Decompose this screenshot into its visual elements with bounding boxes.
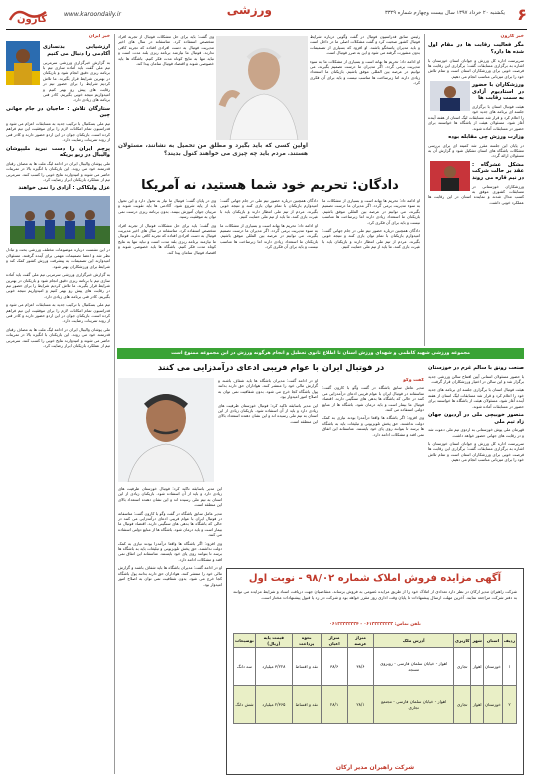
- lower-body-d3: وی افزود: اگر باشگاه ها واقعا درآمدزا بودند نیازی به کمک دولت نداشتند. حق پخش تلویزیونی و تبلیغات باید به باشگاه ها برسد تا بتوانند روی پای خود بایستند. متاسفانه این اتفاق نمی افتد و مشکلات ادامه دارد.: [118, 540, 222, 562]
- column-divider: [114, 34, 115, 774]
- right-subhead-2: ورزشکاران با حضور در استادیوم آزادی به سمت رقابت ها: [472, 82, 524, 102]
- dateline: یکشنبه ۲۰ خرداد ۱۳۹۷ سال بیست وچهارم شماره ۳۳۲۹: [384, 10, 505, 16]
- left-body-4: در این نشست درباره موضوعات مختلف ورزشی بحث و تبادل نظر شد و اعضا تصمیمات مهمی برای آینده گرفتند. مسئولان امیدوارند این تصمیمات به پیشرفت ورزش کشور کمک کند و شرایط برای ورزشکاران بهتر شود.: [6, 247, 110, 269]
- lower-col-4: [118, 486, 222, 774]
- table-cell: ۱: [502, 648, 516, 686]
- right-body-6: قهرمان ملی پوش خوزستانی به اردوی تیم ملی دعوت شد و در رقابت های جهانی حضور خواهد داشت.: [428, 427, 524, 438]
- table-cell: ۳/۲۲۸ میلیارد: [255, 648, 292, 686]
- interview-portrait: [216, 36, 308, 140]
- left-subhead-1: ستارگان تلاش : حاجیان در جام جهانی چین: [6, 105, 110, 119]
- lower-body-c: او در ادامه گفت: مدیران باشگاه ها باید شفاف باشند و گزارش مالی خود را منتشر کنند. هواداران حق دارند بدانند پول باشگاه کجا خرج می شود. بدون شفافیت نمی توان به اصلاح امور امیدوار بود.: [218, 378, 318, 400]
- center-body-b: او ادامه داد: تحریم ها بهانه است و بسیاری از مشکلات ما به سوء مدیریت برمی گردد. اگر مدیران ما درست تصمیم بگیرند، می توانیم در عرصه بین المللی موفق باشیم. بازیکنان ما استعداد زیادی دارند اما زیرساخت ها مناسب نیست و باید برای آن فکری کرد.: [322, 198, 420, 225]
- table-cell: ۲: [502, 686, 516, 724]
- ad-table-header: [234, 634, 517, 648]
- table-cell: اهواز: [471, 686, 484, 724]
- right-body-2: هیئت فوتبال استان با برگزاری جلسه ای برنامه های جدید خود را اعلام کرد و قرار شد مسابقات لیگ استان از هفته آینده آغاز شود. مسئولان هیئت از باشگاه ها خواستند برای حضور در مسابقات آماده شوند.: [428, 104, 524, 131]
- masthead: [6, 4, 527, 30]
- center-body-d2: وی گفت: باید برای حل مشکلات فوتبال از تجربه افراد متخصص استفاده کرد. متاسفانه در سال های اخیر مدیریت فوتبال به دست افرادی افتاده که تجربه کافی ندارند. فوتبال ما نیازمند برنامه ریزی بلند مدت است و نباید تنها به نتایج کوتاه مدت فکر کنیم. باشگاه ها باید خصوصی شوند و اقتصاد فوتبال سامان پیدا کند.: [118, 222, 216, 255]
- table-cell: ۳۸/۶: [321, 648, 347, 686]
- lower-body-d2: مدیر عامل سابق باشگاه در گفت وگو با کارون گفت: متاسفانه در فوتبال ایران با عوام فریبی ادعای درآمدزایی می کنند در حالی که باشگاه ها بدهی های سنگینی دارند. اقتصاد فوتبال ما بیمار است و باید درمان شود. باشگاه ها از منابع دولتی استفاده می کنند.: [118, 510, 222, 538]
- table-cell: ۳۸/۶: [347, 648, 374, 686]
- notice-banner: مجموعه ورزشی شهید کاظمی و شهدای ورزش استان تا اطلاع ثانوی تعطیل و انجام هرگونه ورزش در این مجموعه ممنوع است: [117, 348, 524, 359]
- table-row: [234, 648, 517, 686]
- table-cell: ۲۸/۱: [321, 686, 347, 724]
- table-cell: خوزستان: [483, 686, 502, 724]
- main-headline: دادگان: تحریم خود شما هستید، نه آمریکا: [141, 178, 399, 193]
- right-photo-official: [430, 81, 470, 111]
- lower-body-d: این مدیر باسابقه تاکید کرد: فوتبال خوزستان ظرفیت های زیادی دارد و باید از آن استفاده شود. بازیکنان زیادی از این استان به تیم ملی رسیده اند و این نشان دهنده استعداد بالای این منطقه است.: [118, 486, 222, 508]
- table-cell: نقد و اقساط: [292, 686, 321, 724]
- logo-text: کارون: [16, 14, 48, 25]
- lower-body-b: وی افزود: اگر باشگاه ها واقعا درآمدزا بودند نیازی به کمک دولت نداشتند. حق پخش تلویزیونی و تبلیغات باید به باشگاه ها برسد تا بتوانند روی پای خود بایستند. متاسفانه این اتفاق نمی افتد و مشکلات ادامه دارد.: [322, 415, 424, 437]
- ad-title: آگهی مزایده فروش املاک شماره ۹۸/۰۲ - نوبت اول: [248, 573, 502, 584]
- left-body-2: تیم ملی بسکتبال با ترکیب جدید به مسابقات اعزام می شود و فدراسیون تمام امکانات لازم را برای موفقیت این تیم فراهم کرده است. بازیکنان جوان در این اردو حضور دارند و کادر فنی از روند تمرینات رضایت دارد.: [6, 121, 110, 143]
- lower-body-c2: این مدیر باسابقه تاکید کرد: فوتبال خوزستان ظرفیت های زیادی دارد و باید از آن استفاده شود. بازیکنان زیادی از این استان به تیم ملی رسیده اند و این نشان دهنده استعداد بالای این منطقه است.: [218, 402, 318, 424]
- table-cell: ۲/۳۶۵ میلیارد: [255, 686, 292, 724]
- table-cell: نقد و اقساط: [292, 648, 321, 686]
- lower-kicker: گفت وگو: [403, 378, 424, 383]
- table-cell: اهواز: [471, 648, 484, 686]
- table-cell: خوزستان: [483, 648, 502, 686]
- table-cell: اهواز - خیابان سلمان فارسی - مجتمع تجاری: [374, 686, 454, 724]
- left-column: [6, 34, 110, 774]
- table-cell: اهواز - خیابان سلمان فارسی - روبروی مسجد: [374, 648, 454, 686]
- left-body-3: ملی پوشان والیبال ایران در ادامه لیگ ملت ها به مصاف رقبای قدرتمند خود می روند. این بازیکنان با انگیزه بالا در تمرینات حاضر می شوند و امیدوارند نتایج خوبی را کسب کنند. سرمربی تیم از عملکرد بازیکنان ابراز رضایت کرد.: [6, 160, 110, 183]
- right-subhead-5: صنعت رونق با سالم غرم در خوزستان: [428, 365, 524, 371]
- right-body: سرپرست اداره کل ورزش و جوانان استان خوزستان با اشاره به برگزاری مسابقات گفت: برگزاری این رقابت ها فرصت خوبی برای ورزشکاران استان است و تمام تلاش خود را برای میزبانی مناسب انجام می دهیم.: [428, 57, 524, 79]
- left-body-4d: ملی پوشان والیبال ایران در ادامه لیگ ملت ها به مصاف رقبای قدرتمند خود می روند. این بازیکنان با انگیزه بالا در تمرینات حاضر می شوند و امیدوارند نتایج خوبی را کسب کنند. سرمربی تیم از عملکرد بازیکنان ابراز رضایت کرد.: [6, 326, 110, 348]
- right-body-6b: سرپرست اداره کل ورزش و جوانان استان خوزستان با اشاره به برگزاری مسابقات گفت: برگزاری این رقابت ها فرصت خوبی برای ورزشکاران استان است و تمام تلاش خود را برای میزبانی مناسب انجام می دهیم.: [428, 441, 524, 463]
- right-headline: مگر فعالیت رقابت ها در مقام اول شده ها دارد؟: [428, 42, 524, 55]
- column-divider: [424, 34, 425, 346]
- karoon-logo: [6, 4, 58, 26]
- right-body-4: ورزشکاران خوزستانی در مسابقات کشوری موفق به کسب مدال شدند و نماینده استان در این رقابت ها عملکرد خوبی داشت.: [428, 183, 524, 205]
- center-intro: رئیس سابق فدراسیون فوتبال در گفت وگویی درباره شرایط فوتبال کشور صحبت کرد و گفت مشکلات اصلی ما در داخل است و باید مدیران پاسخگو باشند. او افزود که بسیاری از تصمیمات بدون مشورت گرفته می شود و این به ضرر فوتبال است.: [310, 34, 420, 56]
- table-cell: تجاری: [454, 648, 471, 686]
- ad-footer: شرکت راهبران مدیر ارکان: [335, 763, 415, 771]
- right-kicker: خبر کارون: [500, 34, 524, 39]
- left-photo-team: [10, 196, 110, 244]
- ad-col-header: قیمت پایه (ریال): [255, 634, 292, 648]
- right-subhead-6: منصور خوبیچی ملی در آردیون جهان زاد تیم ملی: [428, 412, 524, 425]
- ad-intro: شرکت راهبران مدیر ارکان در نظر دارد تعدادی از املاک خود را از طریق مزایده عمومی به فروش برساند. متقاضیان جهت دریافت اسناد و شرایط مزایده می توانند به دفتر شرکت مراجعه نمایند. آخرین مهلت ارسال پیشنهادات تا پایان وقت اداری روز مقرر خواهد بود و شرکت در رد یا قبول پیشنهادات مختار است.: [233, 589, 517, 600]
- website-link[interactable]: www.karoondaily.ir: [64, 11, 121, 18]
- lower-body-d4: او در ادامه گفت: مدیران باشگاه ها باید شفاف باشند و گزارش مالی خود را منتشر کنند. هواداران حق دارند بدانند پول باشگاه کجا خرج می شود. بدون شفافیت نمی توان به اصلاح امور امیدوار بود.: [118, 565, 222, 587]
- right-body-3: در پایان این جلسه مقرر شد کمیته ای برای بررسی مشکلات باشگاه های استان تشکیل شود و گزارش آن به مسئولان ارائه گردد.: [428, 142, 524, 159]
- center-top-col: [310, 34, 420, 144]
- page-number: ۶: [517, 5, 527, 24]
- right-body-5: با حضور مسئولان استانی آیین افتتاح سالن ورزشی جدید برگزار شد و این سالن در اختیار ورزشکاران قرار گرفت.: [428, 373, 524, 384]
- right-photo-wrestler: [430, 161, 470, 191]
- center-body-c: دادگان همچنین درباره حضور تیم ملی در جام جهانی گفت: امیدوارم بازیکنان با تمام توان بازی کنند و نتیجه خوبی بگیرند. مردم از تیم ملی انتظار دارند و بازیکنان باید با غیرت بازی کنند. ما باید از تیم ملی حمایت کنیم.: [220, 198, 318, 220]
- table-cell: ۲۸/۱: [347, 686, 374, 724]
- ad-table: [233, 633, 517, 724]
- right-subhead-4: مشکل عشرگاه : عقد بر حالت شرکت در نیم قاره می روند: [471, 161, 524, 182]
- table-cell: شش دانگ: [234, 686, 256, 724]
- section-title: ورزشی: [226, 3, 272, 17]
- left-subhead-3: عزل ولیکاکی : آزادی را نمی خواهند: [18, 185, 110, 192]
- ad-col-header: متراژ عرصه: [347, 634, 374, 648]
- ad-phone-strip: تلفن تماس: ۰۶۱۳۳۳۳۳۳۳۳ - ۰۶۱۳۳۳۳۳۳۳۴: [329, 622, 421, 627]
- ad-col-header: کاربری: [454, 634, 471, 648]
- ad-col-header: متراژ اعیان: [321, 634, 347, 648]
- left-kicker: خبر ایران: [88, 34, 110, 39]
- left-body: به گزارش خبرگزاری ورزشی سرمربی تیم ملی گفت باید آماده سازی تیم با برنامه ریزی دقیق انجام شود و بازیکنان در بهترین شرایط قرار بگیرند. ما تلاش کردیم شرایط را برای حضور تیم در رقابت های پیش رو بهتر کنیم و امیدواریم نتیجه خوبی بگیریم. کادر فنی برنامه های زیادی دارد.: [43, 59, 110, 103]
- right-column-lower: [428, 362, 524, 566]
- ad-col-header: نحوه پرداخت: [292, 634, 321, 648]
- right-subhead-3: وزارت ورزش چی مقابله بوده: [448, 134, 524, 141]
- lower-headline: در فوتبال ایران با عوام فریبی ادعای درآمدزایی می کنند: [157, 362, 385, 372]
- left-body-4b: به گزارش خبرگزاری ورزشی سرمربی تیم ملی گفت باید آماده سازی تیم با برنامه ریزی دقیق انجام شود و بازیکنان در بهترین شرایط قرار بگیرند. ما تلاش کردیم شرایط را برای حضور تیم در رقابت های پیش رو بهتر کنیم و امیدواریم نتیجه خوبی بگیریم. کادر فنی برنامه های زیادی دارد.: [6, 272, 110, 299]
- center-col-3: [220, 198, 318, 346]
- ad-col-header: آدرس ملک: [374, 634, 454, 648]
- left-photo-athlete: [6, 41, 40, 85]
- ad-col-header: توضیحات: [234, 634, 256, 648]
- center-intro-2: او ادامه داد: تحریم ها بهانه است و بسیاری از مشکلات ما به سوء مدیریت برمی گردد. اگر مدیران ما درست تصمیم بگیرند، می توانیم در عرصه بین المللی موفق باشیم. بازیکنان ما استعداد زیادی دارند اما زیرساخت ها مناسب نیست و باید برای آن فکری کرد.: [310, 58, 420, 86]
- auction-ad: [226, 568, 524, 775]
- center-intro-left: وی گفت: باید برای حل مشکلات فوتبال از تجربه افراد متخصص استفاده کرد. متاسفانه در سال های اخیر مدیریت فوتبال به دست افرادی افتاده که تجربه کافی ندارند. فوتبال ما نیازمند برنامه ریزی بلند مدت است و نباید تنها به نتایج کوتاه مدت فکر کنیم. باشگاه ها باید خصوصی شوند و اقتصاد فوتبال سامان پیدا کند.: [118, 34, 214, 67]
- center-body-b2: دادگان همچنین درباره حضور تیم ملی در جام جهانی گفت: امیدوارم بازیکنان با تمام توان بازی کنند و نتیجه خوبی بگیرند. مردم از تیم ملی انتظار دارند و بازیکنان باید با غیرت بازی کنند. ما باید از تیم ملی حمایت کنیم.: [322, 228, 420, 250]
- left-subhead-2: پرچم ایران را دست نبرید ملیپوشان والیبال در ریو بریکه: [6, 145, 110, 159]
- left-headline: ارزشیابی بدنسازی آکادمی را دنبال می کنیم: [43, 44, 110, 57]
- center-body-c2: او ادامه داد: تحریم ها بهانه است و بسیاری از مشکلات ما به سوء مدیریت برمی گردد. اگر مدیران ما درست تصمیم بگیرند، می توانیم در عرصه بین المللی موفق باشیم. بازیکنان ما استعداد زیادی دارند اما زیرساخت ها مناسب نیست و باید برای آن فکری کرد.: [220, 222, 318, 250]
- quote-box: [118, 142, 308, 172]
- left-body-4c: تیم ملی بسکتبال با ترکیب جدید به مسابقات اعزام می شود و فدراسیون تمام امکانات لازم را برای موفقیت این تیم فراهم کرده است. بازیکنان جوان در این اردو حضور دارند و کادر فنی از روند تمرینات رضایت دارد.: [6, 302, 110, 324]
- ad-col-header: شهر: [471, 634, 484, 648]
- table-cell: سه دانگ: [234, 648, 256, 686]
- center-col-2: [322, 198, 420, 346]
- center-quote-col: [118, 34, 214, 144]
- lower-col-2: [322, 378, 424, 564]
- lower-col-3: [218, 378, 318, 564]
- table-row: [234, 686, 517, 724]
- pull-quote: اولین کسی که باید بگیرد و مطلق من تحمیل به نشانند، مسئولان هستند. مردم باید چه چیزی می خواهند کنول بدیند؟: [118, 143, 308, 157]
- ad-col-header: ردیف: [502, 634, 516, 648]
- center-col-4: [118, 198, 216, 346]
- center-body-d: وی در پایان گفت: فوتبال ما نیاز به تحول دارد و این تحول باید از پایه شروع شود. آکادمی ها باید تقویت شوند و مربیان جوان آموزش ببینند. بدون برنامه ریزی درست نمی توان به موفقیت رسید.: [118, 198, 216, 220]
- lower-body-a: مدیر عامل سابق باشگاه در گفت وگو با کارون گفت: متاسفانه در فوتبال ایران با عوام فریبی ادعای درآمدزایی می کنند در حالی که باشگاه ها بدهی های سنگینی دارند. اقتصاد فوتبال ما بیمار است و باید درمان شود. باشگاه ها از منابع دولتی استفاده می کنند.: [322, 385, 424, 413]
- table-cell: تجاری: [454, 686, 471, 724]
- ad-col-header: استان: [483, 634, 502, 648]
- right-body-5b: هیئت فوتبال استان با برگزاری جلسه ای برنامه های جدید خود را اعلام کرد و قرار شد مسابقات لیگ استان از هفته آینده آغاز شود. مسئولان هیئت از باشگاه ها خواستند برای حضور در مسابقات آماده شوند.: [428, 387, 524, 409]
- lower-portrait: [118, 378, 214, 482]
- right-column: [428, 34, 524, 346]
